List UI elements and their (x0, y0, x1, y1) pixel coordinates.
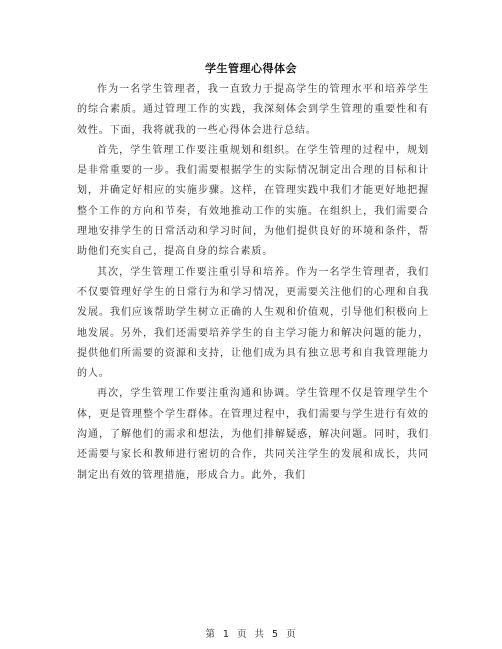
document-title: 学生管理心得体会 (205, 62, 297, 75)
paragraph-planning: 首先，学生管理工作要注重规划和组织。在学生管理的过程中，规划是非常重要的一步。我们需要根据学生的实际情况制定出合理的目标和计划，并确定好相应的实施步骤。这样，在管理实践中我们才能更好地把握整个工作的方向和节奏，有效地推动工作的实施。在组织上，我们需要合理地安排学生的日常活动和学习时间，为他们提供良好的环境和条件，帮助他们充实自己，提高自身的综合素质。 (77, 144, 429, 258)
document-body (77, 80, 429, 486)
paragraph-communication: 再次，学生管理工作要注重沟通和协调。学生管理不仅是管理学生个体，更是管理整个学生群体。在管理过程中，我们需要与学生进行有效的沟通，了解他们的需求和想法，为他们排解疑惑，解决问题。同时，我们还需要与家长和教师进行密切的合作，共同关注学生的发展和成长，共同制定出有效的管理措施，形成合力。此外，我们 (77, 388, 429, 481)
paragraph-guidance: 其次，学生管理工作要注重引导和培养。作为一名学生管理者，我们不仅要管理好学生的日常行为和学习情况，更需要关注他们的心理和自我发展。我们应该帮助学生树立正确的人生观和价值观，引导他们积极向上地发展。另外，我们还需要培养学生的自主学习能力和解决问题的能力，提供他们所需要的资源和支持，让他们成为具有独立思考和自我管理能力的人。 (77, 266, 429, 380)
paragraph-intro: 作为一名学生管理者，我一直致力于提高学生的管理水平和培养学生的综合素质。通过管理工作的实践，我深刻体会到学生管理的重要性和有效性。下面，我将就我的一些心得体会进行总结。 (77, 84, 429, 136)
page-number-footer: 第 1 页 共 5 页 (205, 629, 297, 640)
